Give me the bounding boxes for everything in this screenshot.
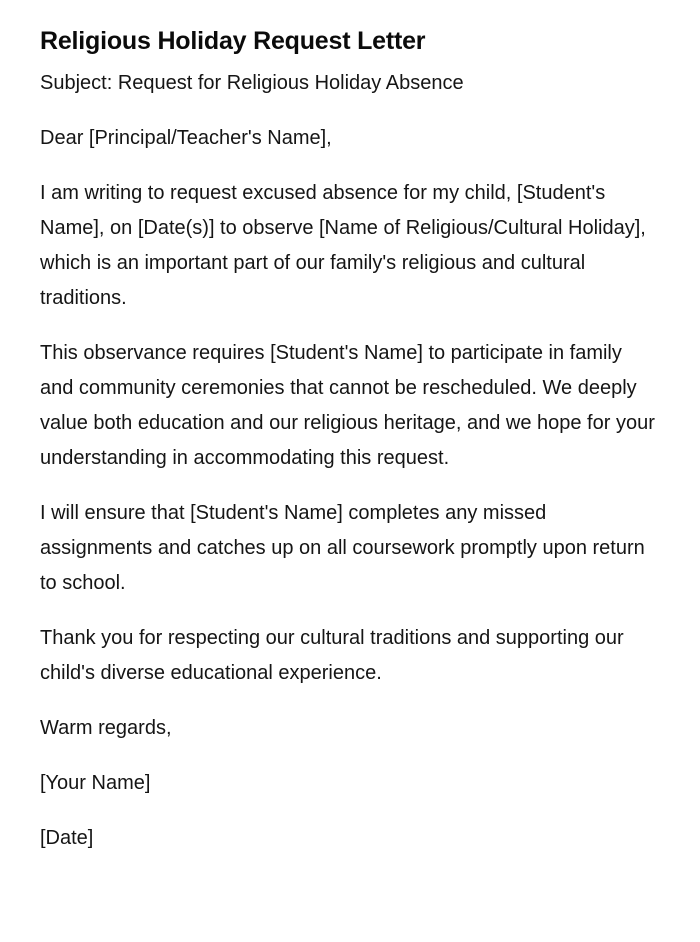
salutation: Dear [Principal/Teacher's Name], <box>40 127 332 149</box>
body-paragraph-4: Thank you for respecting our cultural traditions and supporting our child's diverse educational experience. <box>40 627 624 684</box>
subject-line: Subject: Request for Religious Holiday Absence <box>40 72 464 94</box>
closing: Warm regards, <box>40 717 172 739</box>
body-paragraph-2: This observance requires [Student's Name] to participate in family and community ceremonies that cannot be rescheduled. We deeply value both education and our religious heritage, and we hope for your understanding in accommodating this request. <box>40 342 655 469</box>
signature-date: [Date] <box>40 827 94 849</box>
document-title: Religious Holiday Request Letter <box>40 27 426 55</box>
body-paragraph-3: I will ensure that [Student's Name] completes any missed assignments and catches up on all coursework promptly upon return to school. <box>40 502 645 594</box>
body-paragraph-1: I am writing to request excused absence for my child, [Student's Name], on [Date(s)] to observe [Name of Religious/Cultural Holiday], which is an important part of our family's religious and cultural traditions. <box>40 182 646 309</box>
signature-name: [Your Name] <box>40 772 151 794</box>
